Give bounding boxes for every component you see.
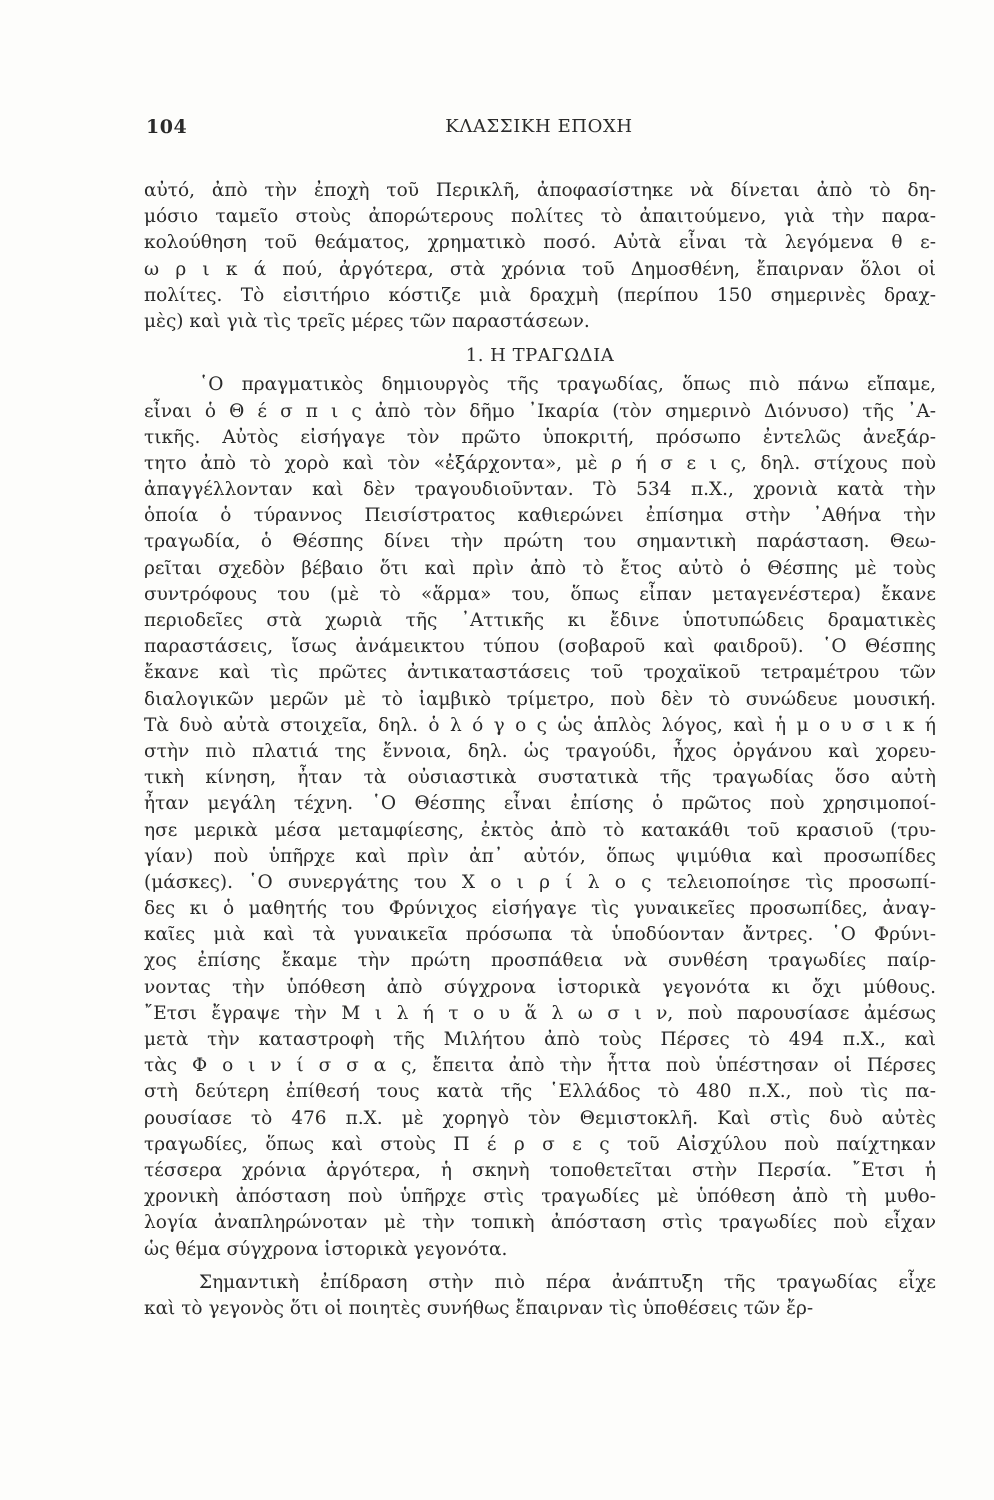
paragraph-influence (144, 1270, 936, 1322)
text-line: εἶναι ὁ Θ έ σ π ι ς ἀπὸ τὸν δῆμο ᾿Ικαρία (τὸν σημερινὸ Διόνυσο) τῆς ᾿Α- (144, 400, 936, 422)
text-line: ω ρ ι κ ά πού, ἀργότερα, στὰ χρόνια τοῦ Δημοσθένη, ἔπαιρναν ὅλοι οἱ (144, 258, 936, 280)
text-line: ῎Ετσι ἔγραψε τὴν Μ ι λ ή τ ο υ ἅ λ ω σ ι ν, ποὺ παρουσίασε ἀμέσως (144, 1002, 936, 1024)
paragraph-tragedy-origins (144, 372, 936, 1262)
text-line: δες κι ὁ μαθητής του Φρύνιχος εἰσήγαγε τὶς γυναικεῖες προσωπίδες, ἀναγ- (144, 898, 936, 920)
text-line: γίαν) ποὺ ὑπῆρχε καὶ πρὶν ἀπ᾿ αὐτόν, ὅπως ψιμύθια καὶ προσωπίδες (144, 845, 936, 867)
text-line: καῖες μιὰ καὶ τὰ γυναικεῖα πρόσωπα τὰ ὑποδύονταν ἄντρες. ῾Ο Φρύνι- (144, 924, 936, 946)
text-line: ρεῖται σχεδὸν βέβαιο ὅτι καὶ πρὶν ἀπὸ τὸ ἔτος αὐτὸ ὁ Θέσπης μὲ τοὺς (144, 557, 936, 579)
text-line: τραγωδία, ὁ Θέσπης δίνει τὴν πρώτη του σημαντικὴ παράσταση. Θεω- (144, 531, 936, 553)
text-line: στὴ δεύτερη ἐπίθεσή τους κατὰ τῆς ῾Ελλάδος τὸ 480 π.Χ., ποὺ τὶς πα- (144, 1081, 936, 1103)
intro-paragraph (144, 178, 936, 335)
text-line: ἔκανε καὶ τὶς πρῶτες ἀντικαταστάσεις τοῦ τροχαϊκοῦ τετραμέτρου τῶν (144, 662, 936, 684)
paragraph-gap (144, 1263, 936, 1270)
text-line: πολίτες. Τὸ εἰσιτήριο κόστιζε μιὰ δραχμὴ (περίπου 150 σημερινὲς δραχ- (144, 284, 936, 306)
text-line: καὶ τὸ γεγονὸς ὅτι οἱ ποιητὲς συνήθως ἔπαιρναν τὶς ὑποθέσεις τῶν ἔρ- (144, 1297, 814, 1319)
running-head (146, 116, 932, 146)
text-line: διαλογικῶν μερῶν μὲ τὸ ἰαμβικὸ τρίμετρο, ποὺ δὲν τὸ συνώδευε μουσική. (144, 688, 936, 710)
text-line: χος ἐπίσης ἔκαμε τὴν πρώτη προσπάθεια νὰ συνθέση τραγωδίες παίρ- (144, 950, 936, 972)
text-line: ὁποία ὁ τύραννος Πεισίστρατος καθιερώνει ἐπίσημα στὴν ᾿Αθήνα τὴν (144, 505, 936, 527)
text-line: μετὰ τὴν καταστροφὴ τῆς Μιλήτου ἀπὸ τοὺς Πέρσες τὸ 494 π.Χ., καὶ (144, 1029, 936, 1050)
body-text (144, 178, 936, 1322)
text-line: στὴν πιὸ πλατιά της ἔννοια, δηλ. ὡς τραγούδι, ἦχος ὀργάνου καὶ χορευ- (144, 740, 936, 762)
text-line: (μάσκες). ῾Ο συνεργάτης του Χ ο ι ρ ί λ ο ς τελειοποίησε τὶς προσωπί- (144, 871, 936, 893)
text-line: χρονικὴ ἀπόσταση ποὺ ὑπῆρχε στὶς τραγωδίες μὲ ὑπόθεση ἀπὸ τὴ μυθο- (144, 1186, 936, 1208)
text-line: παραστάσεις, ἴσως ἀνάμεικτου τύπου (σοβαροῦ καὶ φαιδροῦ). ῾Ο Θέσπης (144, 636, 936, 658)
text-line: μόσιο ταμεῖο στοὺς ἀπορώτερους πολίτες τὸ ἀπαιτούμενο, γιὰ τὴν παρα- (144, 206, 936, 228)
section-title: ΚΛΑΣΣΙΚΗ ΕΠΟΧΗ (445, 116, 633, 137)
text-line: τὰς Φ ο ι ν ί σ σ α ς, ἔπειτα ἀπὸ τὴν ἧττα ποὺ ὑπέστησαν οἱ Πέρσες (144, 1055, 936, 1077)
text-line: ὡς θέμα σύγχρονα ἱστορικὰ γεγονότα. (144, 1238, 508, 1260)
text-line: τικῆς. Αὐτὸς εἰσήγαγε τὸν πρῶτο ὑποκριτή, πρόσωπο ἐντελῶς ἀνεξάρ- (144, 426, 936, 448)
text-line: ἦταν μεγάλη τέχνη. ῾Ο Θέσπης εἶναι ἐπίσης ὁ πρῶτος ποὺ χρησιμοποί- (144, 793, 936, 815)
text-line: τραγωδίες, ὅπως καὶ στοὺς Π έ ρ σ ε ς τοῦ Αἰσχύλου ποὺ παίχτηκαν (144, 1133, 936, 1155)
text-line: τητο ἀπὸ τὸ χορὸ καὶ τὸν «ἐξάρχοντα», μὲ ρ ή σ ε ι ς, δηλ. στίχους ποὺ (144, 452, 936, 474)
text-line: Τὰ δυὸ αὐτὰ στοιχεῖα, δηλ. ὁ λ ό γ ο ς ὡς ἁπλὸς λόγος, καὶ ἡ μ ο υ σ ι κ ή (144, 714, 936, 736)
text-line: ρουσίασε τὸ 476 π.Χ. μὲ χορηγὸ τὸν Θεμιστοκλῆ. Καὶ στὶς δυὸ αὐτὲς (144, 1107, 936, 1129)
text-line: κολούθηση τοῦ θεάματος, χρηματικὸ ποσό. Αὐτὰ εἶναι τὰ λεγόμενα θ ε- (144, 232, 936, 254)
text-line: μὲς) καὶ γιὰ τὶς τρεῖς μέρες τῶν παραστάσεων. (144, 310, 590, 332)
section-heading: 1. Η ΤΡΑΓΩΔΙΑ (465, 345, 615, 367)
text-line: νοντας τὴν ὑπόθεση ἀπὸ σύγχρονα ἱστορικὰ γεγονότα κι ὄχι μύθους. (144, 976, 936, 998)
text-line: ἀπαγγέλλονταν καὶ δὲν τραγουδιοῦνταν. Τὸ 534 π.Χ., χρονιὰ κατὰ τὴν (144, 479, 936, 501)
text-line: ησε μερικὰ μέσα μεταμφίεσης, ἐκτὸς ἀπὸ τὸ κατακάθι τοῦ κρασιοῦ (τρυ- (144, 819, 936, 841)
page-number: 104 (146, 116, 188, 138)
text-line: περιοδεῖες στὰ χωριὰ τῆς ᾿Αττικῆς κι ἔδινε ὑποτυπώδεις δραματικὲς (144, 610, 936, 631)
text-line: τέσσερα χρόνια ἀργότερα, ἡ σκηνὴ τοποθετεῖται στὴν Περσία. ῎Ετσι ἡ (144, 1159, 936, 1181)
text-line: ῾Ο πραγματικὸς δημιουργὸς τῆς τραγωδίας, ὅπως πιὸ πάνω εἴπαμε, (199, 374, 936, 396)
text-line: συντρόφους του (μὲ τὸ «ἅρμα» του, ὅπως εἶπαν μεταγενέστερα) ἔκανε (144, 583, 936, 605)
text-line: λογία ἀναπληρώνοταν μὲ τὴν τοπικὴ ἀπόσταση στὶς τραγωδίες ποὺ εἶχαν (144, 1212, 936, 1234)
text-line: Σημαντικὴ ἐπίδραση στὴν πιὸ πέρα ἀνάπτυξη τῆς τραγωδίας εἶχε (199, 1271, 936, 1293)
text-line: αὐτό, ἀπὸ τὴν ἐποχὴ τοῦ Περικλῆ, ἀποφασίστηκε νὰ δίνεται ἀπὸ τὸ δη- (144, 180, 936, 201)
text-line: τικὴ κίνηση, ἦταν τὰ οὐσιαστικὰ συστατικὰ τῆς τραγωδίας ὅσο αὐτὴ (144, 767, 936, 789)
